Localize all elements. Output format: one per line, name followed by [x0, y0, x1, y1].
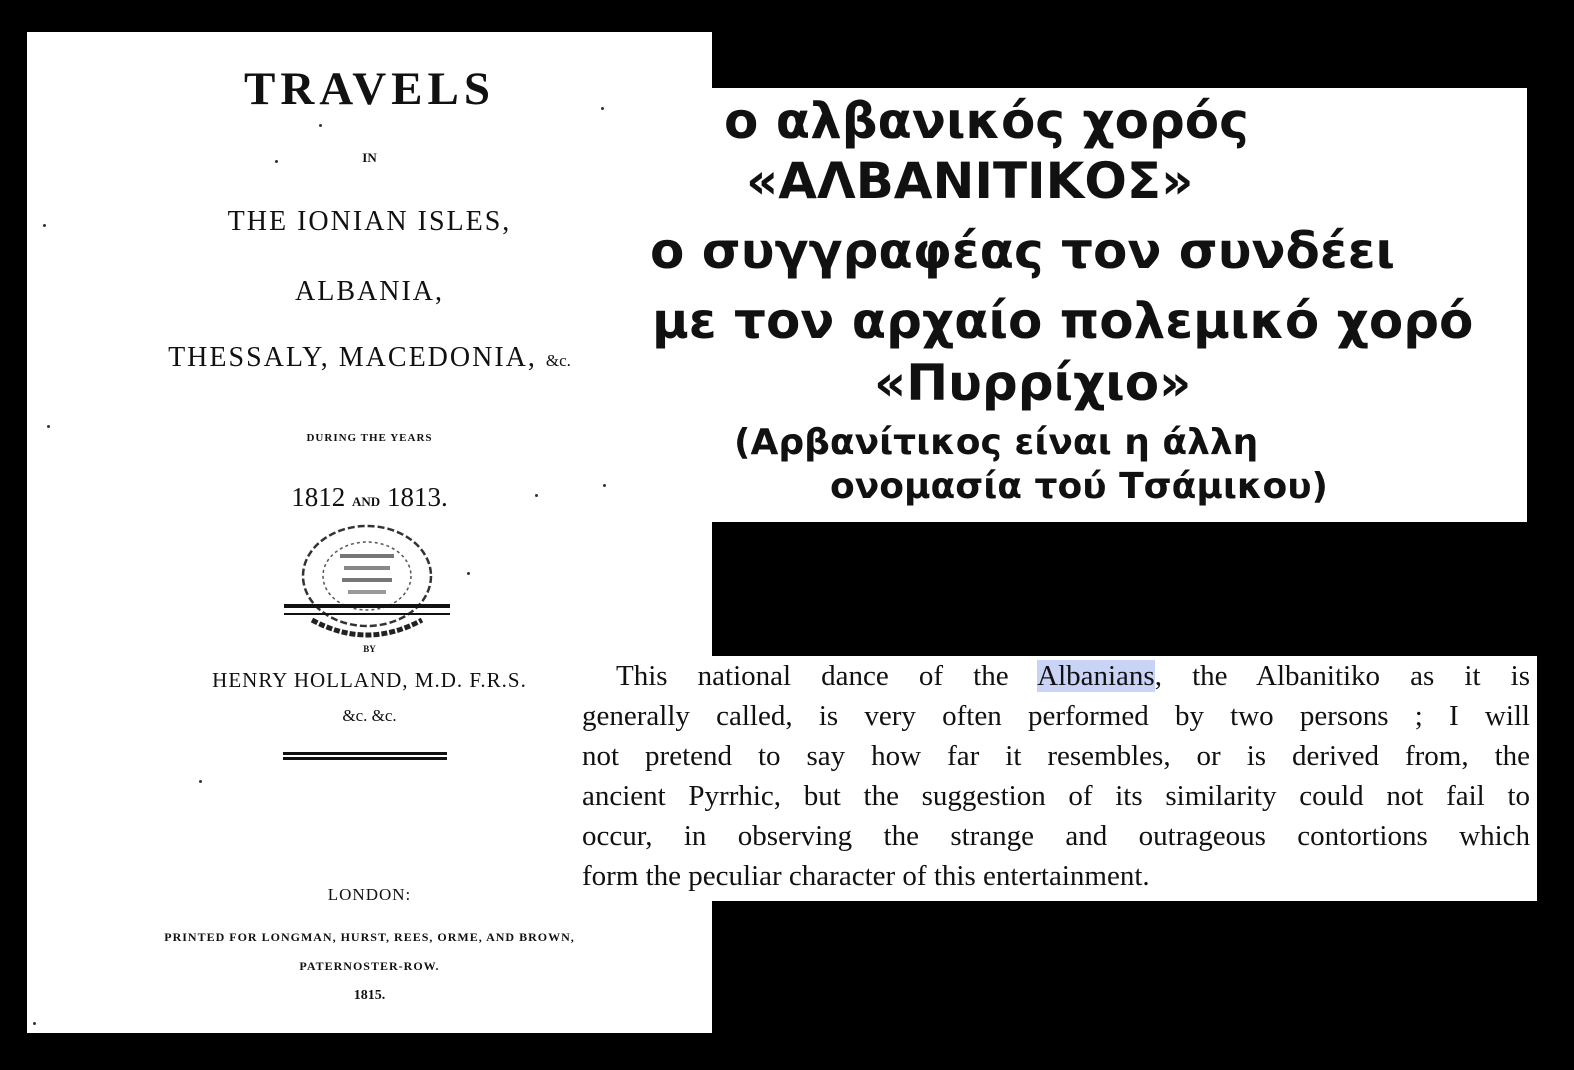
year-1812: 1812 — [291, 482, 346, 512]
paper-speck — [47, 425, 50, 428]
book-excerpt — [576, 656, 1537, 901]
title-thessaly-etc: &c. — [545, 351, 571, 370]
excerpt-line-1-post: , the Albanitiko as it is — [1154, 660, 1530, 692]
title-line-albania: ALBANIA, — [295, 276, 444, 307]
excerpt-line-6: form the peculiar character of this entertainment. — [582, 860, 1150, 892]
greek-caption-line-7: ονομασία τού Τσάμικου) — [830, 466, 1329, 507]
title-in: IN — [362, 150, 377, 165]
paper-speck — [319, 124, 322, 127]
imprint-printer: PRINTED FOR LONGMAN, HURST, REES, ORME, AND BROWN, — [164, 930, 575, 944]
excerpt-line-1 — [582, 660, 1530, 693]
excerpt-line-4: ancient Pyrrhic, but the suggestion of its similarity could not fail to — [582, 780, 1530, 812]
author-name: HENRY HOLLAND, M.D. F.R.S. — [212, 668, 527, 692]
greek-caption-line-3: ο συγγραφέας τον συνδέει — [650, 222, 1396, 280]
year-and: AND — [352, 494, 381, 509]
imprint-paternoster: PATERNOSTER-ROW. — [299, 959, 440, 973]
paper-speck — [467, 572, 470, 575]
author-etc: &c. &c. — [342, 706, 397, 725]
greek-caption-line-1: ο αλβανικός χορός — [724, 92, 1249, 150]
paper-speck — [275, 160, 278, 163]
greek-caption-line-4: με τον αρχαίο πολεμικό χορό — [652, 292, 1474, 350]
paper-speck — [43, 224, 46, 227]
paper-speck — [603, 484, 606, 487]
years-line — [27, 482, 712, 513]
excerpt-line-5: occur, in observing the strange and outrageous contortions which — [582, 820, 1530, 852]
paper-speck — [535, 494, 538, 497]
paper-speck — [601, 107, 604, 110]
greek-caption-line-2: «ΑΛΒΑΝΙΤΙΚΟΣ» — [746, 152, 1194, 210]
title-line-thessaly — [27, 342, 712, 374]
excerpt-line-3: not pretend to say how far it resembles, or is derived from, the — [582, 740, 1530, 772]
paper-speck — [33, 1022, 36, 1025]
excerpt-line-2: generally called, is very often performed by two persons ; I will — [582, 700, 1530, 732]
book-title: TRAVELS — [244, 63, 495, 115]
double-rule-divider — [283, 752, 447, 761]
paper-speck — [199, 780, 202, 783]
imprint-date: 1815. — [353, 988, 386, 1003]
title-line-isles: THE IONIAN ISLES, — [227, 206, 512, 237]
highlighted-word-albanians: Albanians — [1037, 660, 1155, 692]
greek-caption-line-6: (Αρβανίτικος είναι η άλλη — [734, 422, 1259, 463]
greek-caption-box — [638, 88, 1527, 522]
title-thessaly-text: THESSALY, MACEDONIA, — [168, 342, 537, 373]
excerpt-line-1-pre: This national dance of the — [616, 660, 1038, 692]
greek-caption-line-5: «Πυρρίχιο» — [874, 354, 1192, 412]
by-label: BY — [363, 644, 376, 654]
year-1813: 1813. — [386, 482, 448, 512]
library-stamp-seal — [282, 520, 452, 642]
during-the-years: DURING THE YEARS — [306, 432, 433, 444]
imprint-london: LONDON: — [327, 885, 412, 904]
